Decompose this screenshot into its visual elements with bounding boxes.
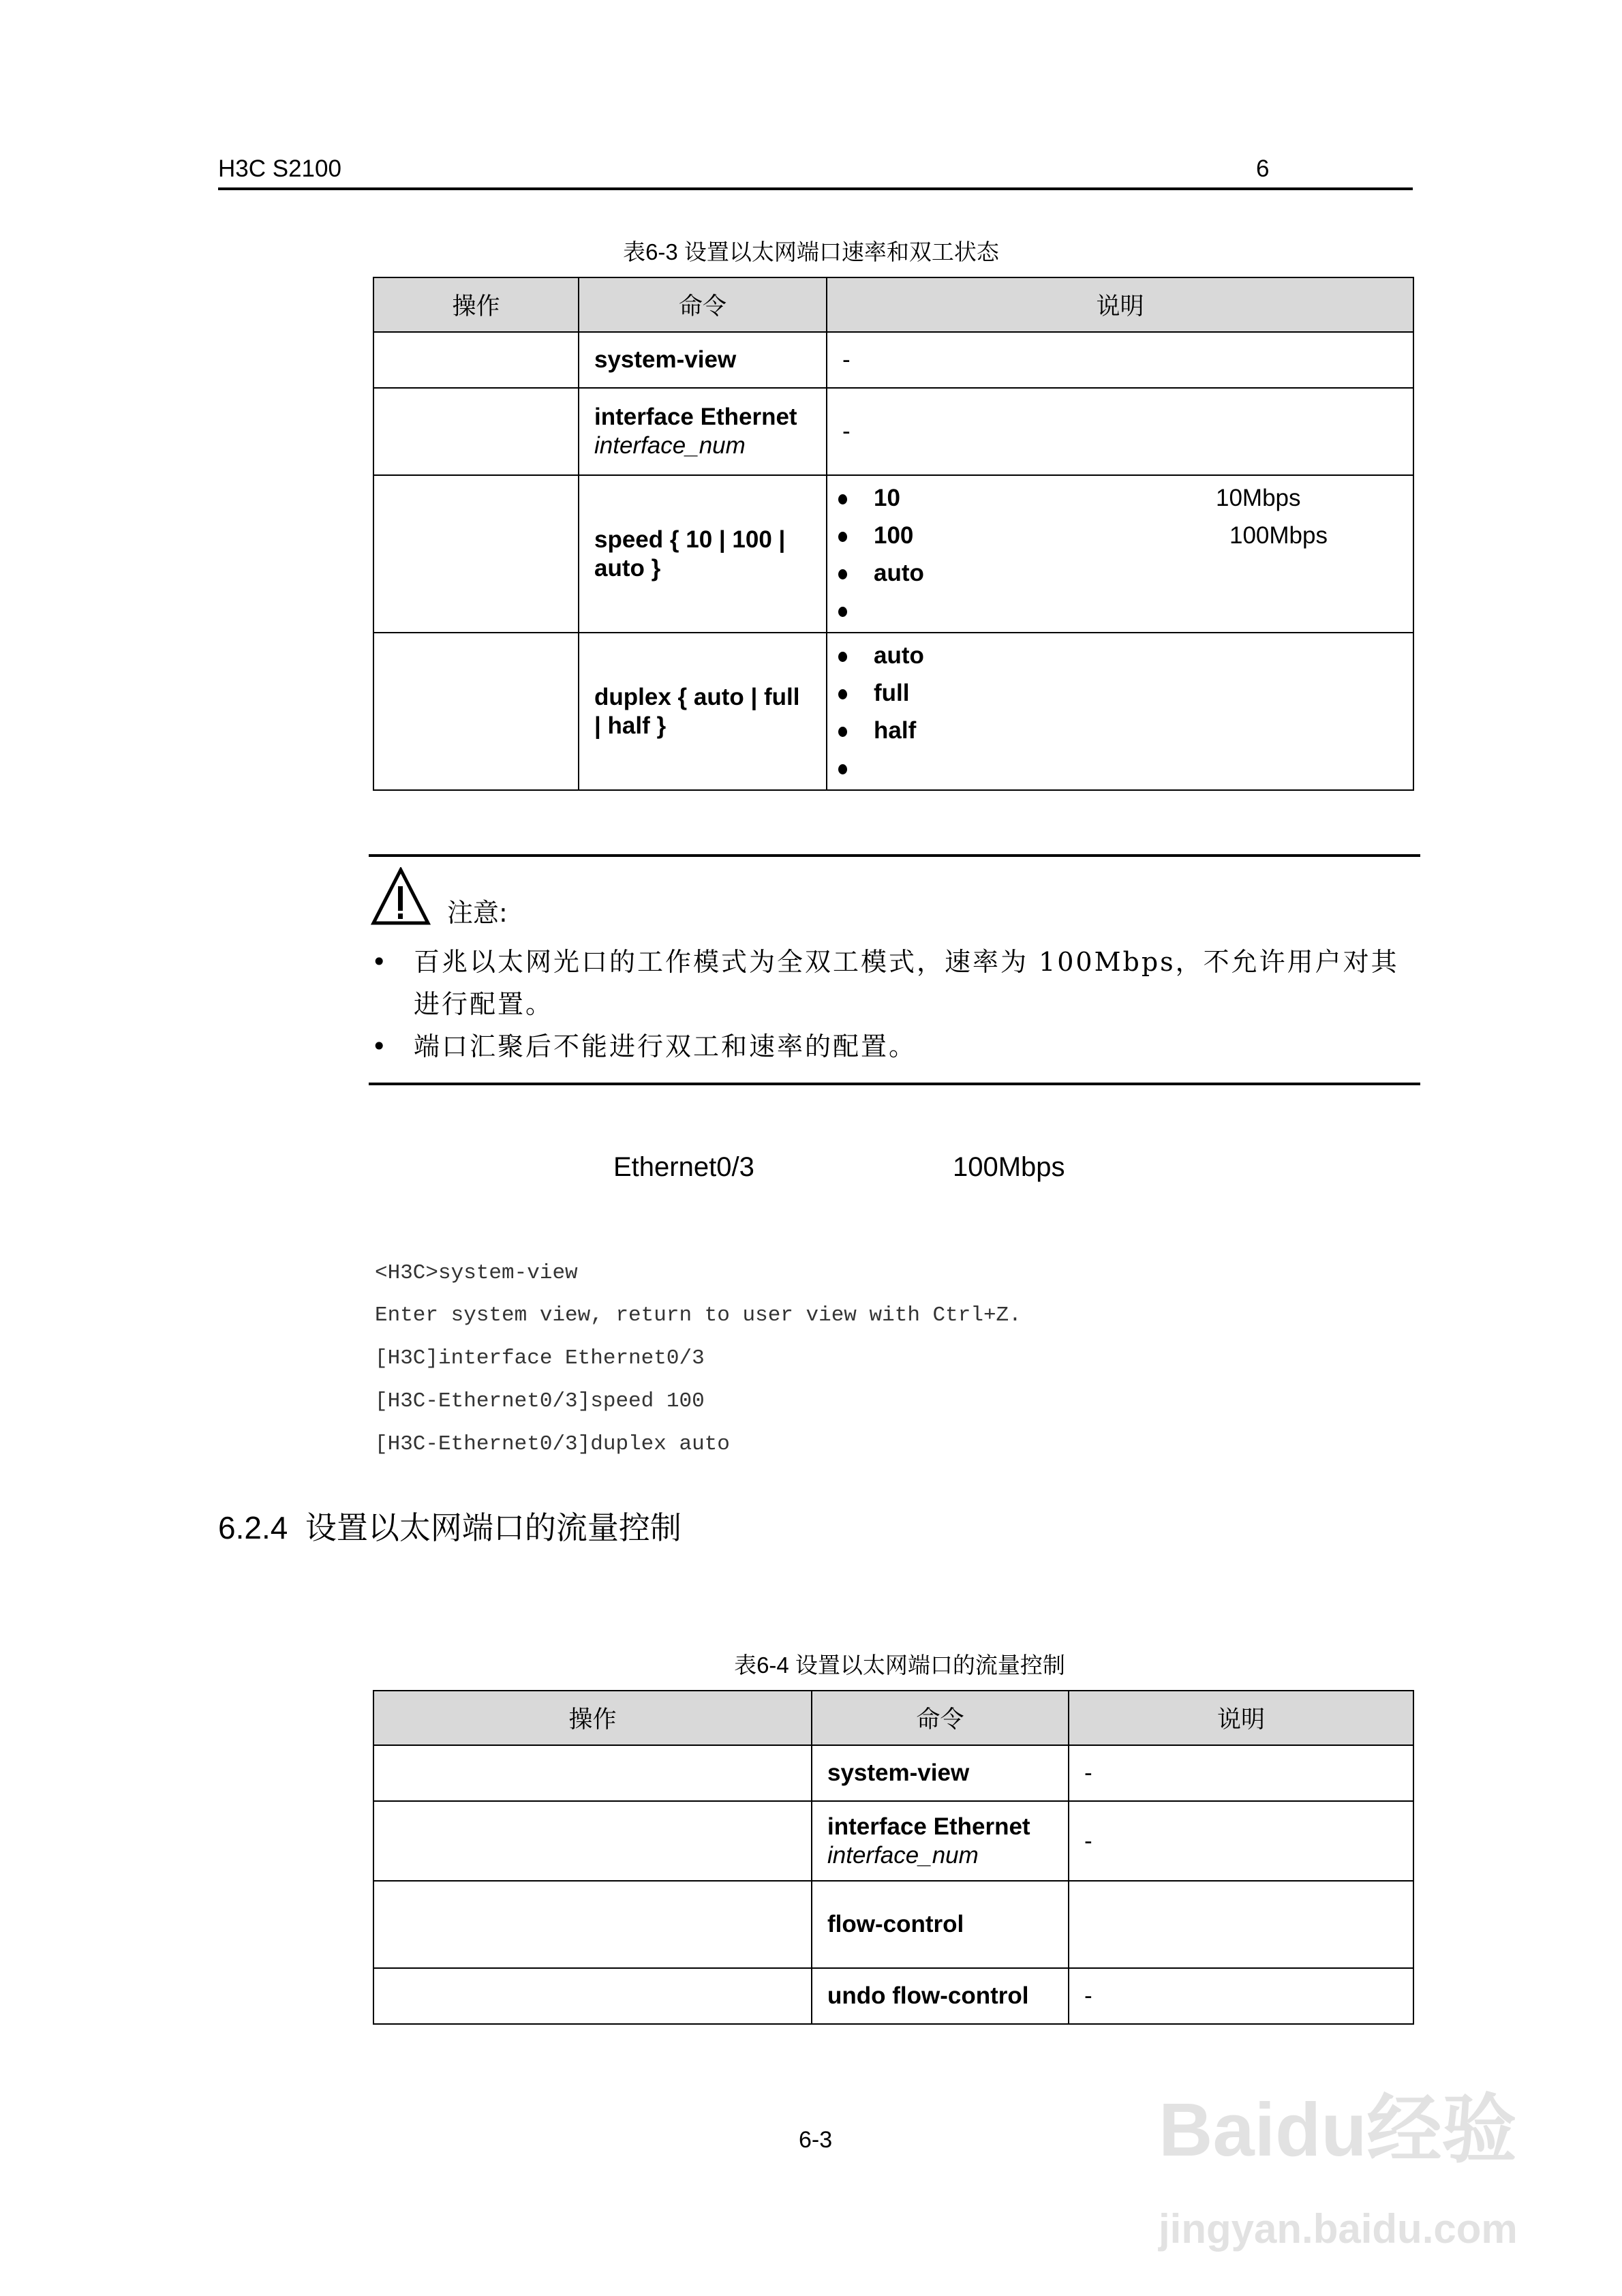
table2-caption: 表6-4 设置以太网端口的流量控制 xyxy=(734,1652,1065,1678)
cmd-options: { auto | full | half } xyxy=(594,683,800,739)
cmd: system-view xyxy=(594,346,737,373)
notice-item: • 端口汇聚后不能进行双工和速率的配置。 xyxy=(371,1031,917,1061)
header-chapter: 6 xyxy=(1256,155,1270,182)
notice-top-rule xyxy=(369,854,1420,857)
notice-list xyxy=(371,941,1418,1068)
speed-options xyxy=(834,479,1398,629)
table1-caption: 表6-3 设置以太网端口速率和双工状态 xyxy=(623,239,999,265)
code-line: [H3C-Ethernet0/3]duplex auto xyxy=(375,1432,730,1456)
cmd: system-view xyxy=(827,1759,970,1786)
section-number: 6.2.4 xyxy=(218,1510,288,1545)
header-doc-title: H3C S2100 xyxy=(218,155,341,182)
table-row xyxy=(373,633,1413,790)
duplex-options xyxy=(834,637,1398,787)
desc: - xyxy=(1069,1745,1413,1801)
table-row xyxy=(373,475,1413,633)
code-line: <H3C>system-view xyxy=(375,1261,578,1285)
desc: - xyxy=(827,388,1413,475)
option: 100 xyxy=(874,522,914,549)
table1 xyxy=(373,277,1414,791)
cmd: interface Ethernet xyxy=(594,404,797,430)
code-line: [H3C]interface Ethernet0/3 xyxy=(375,1346,705,1370)
notice-item: • 百兆以太网光口的工作模式为全双工模式，速率为 100Mbps，不允许用户对其进行配置。 xyxy=(371,947,1399,1019)
option xyxy=(834,749,1398,787)
table2-header-cmd: 命令 xyxy=(812,1691,1069,1745)
table-row xyxy=(373,388,1413,475)
table1-header-cmd: 命令 xyxy=(579,277,827,332)
notice-text: 端口汇聚后不能进行双工和速率的配置。 xyxy=(414,1031,917,1061)
table-row xyxy=(373,1968,1413,2024)
desc: - xyxy=(827,332,1413,388)
notice-bottom-rule xyxy=(369,1083,1420,1085)
option: full xyxy=(834,674,1398,712)
desc: - xyxy=(1069,1801,1413,1881)
table-row xyxy=(373,1881,1413,1968)
warning-icon xyxy=(371,867,431,926)
option-desc: 10Mbps xyxy=(1216,484,1301,511)
option: auto xyxy=(874,559,924,586)
cmd-options: { 10 | 100 | auto } xyxy=(594,526,786,581)
example-port: Ethernet0/3 xyxy=(613,1152,754,1182)
option: half xyxy=(834,712,1398,749)
option: 10 xyxy=(874,484,900,511)
table1-header-desc: 说明 xyxy=(827,277,1413,332)
notice-title: 注意: xyxy=(447,898,508,928)
table2 xyxy=(373,1690,1414,2025)
desc xyxy=(1069,1881,1413,1968)
table1-header-op: 操作 xyxy=(373,277,579,332)
cmd: undo flow-control xyxy=(827,1982,1029,2009)
watermark-url: jingyan.baidu.com xyxy=(1159,2206,1518,2252)
example-speed: 100Mbps xyxy=(953,1152,1065,1182)
section-heading xyxy=(218,1503,682,1548)
cmd: speed xyxy=(594,526,664,553)
cmd-param: interface_num xyxy=(827,1841,979,1869)
cmd: interface Ethernet xyxy=(827,1813,1030,1840)
table-row xyxy=(373,1745,1413,1801)
section-title: 设置以太网端口的流量控制 xyxy=(305,1510,682,1545)
cmd: flow-control xyxy=(827,1911,964,1937)
table-row xyxy=(373,1801,1413,1881)
watermark-logo: Baidu经验 xyxy=(1159,2088,1517,2172)
code-line: Enter system view, return to user view with Ctrl+Z. xyxy=(375,1303,1022,1327)
option: auto xyxy=(834,637,1398,674)
cmd-param: interface_num xyxy=(594,432,746,459)
notice-text: 百兆以太网光口的工作模式为全双工模式，速率为 100Mbps，不允许用户对其进行配置。 xyxy=(414,947,1399,1019)
page-number: 6-3 xyxy=(799,2127,833,2153)
table2-header-desc: 说明 xyxy=(1069,1691,1413,1745)
table-row xyxy=(373,332,1413,388)
option-desc: 100Mbps xyxy=(1229,522,1328,549)
code-line: [H3C-Ethernet0/3]speed 100 xyxy=(375,1389,705,1413)
cmd: duplex xyxy=(594,683,671,710)
desc: - xyxy=(1069,1968,1413,2024)
header-divider xyxy=(218,187,1413,190)
table2-header-op: 操作 xyxy=(373,1691,812,1745)
